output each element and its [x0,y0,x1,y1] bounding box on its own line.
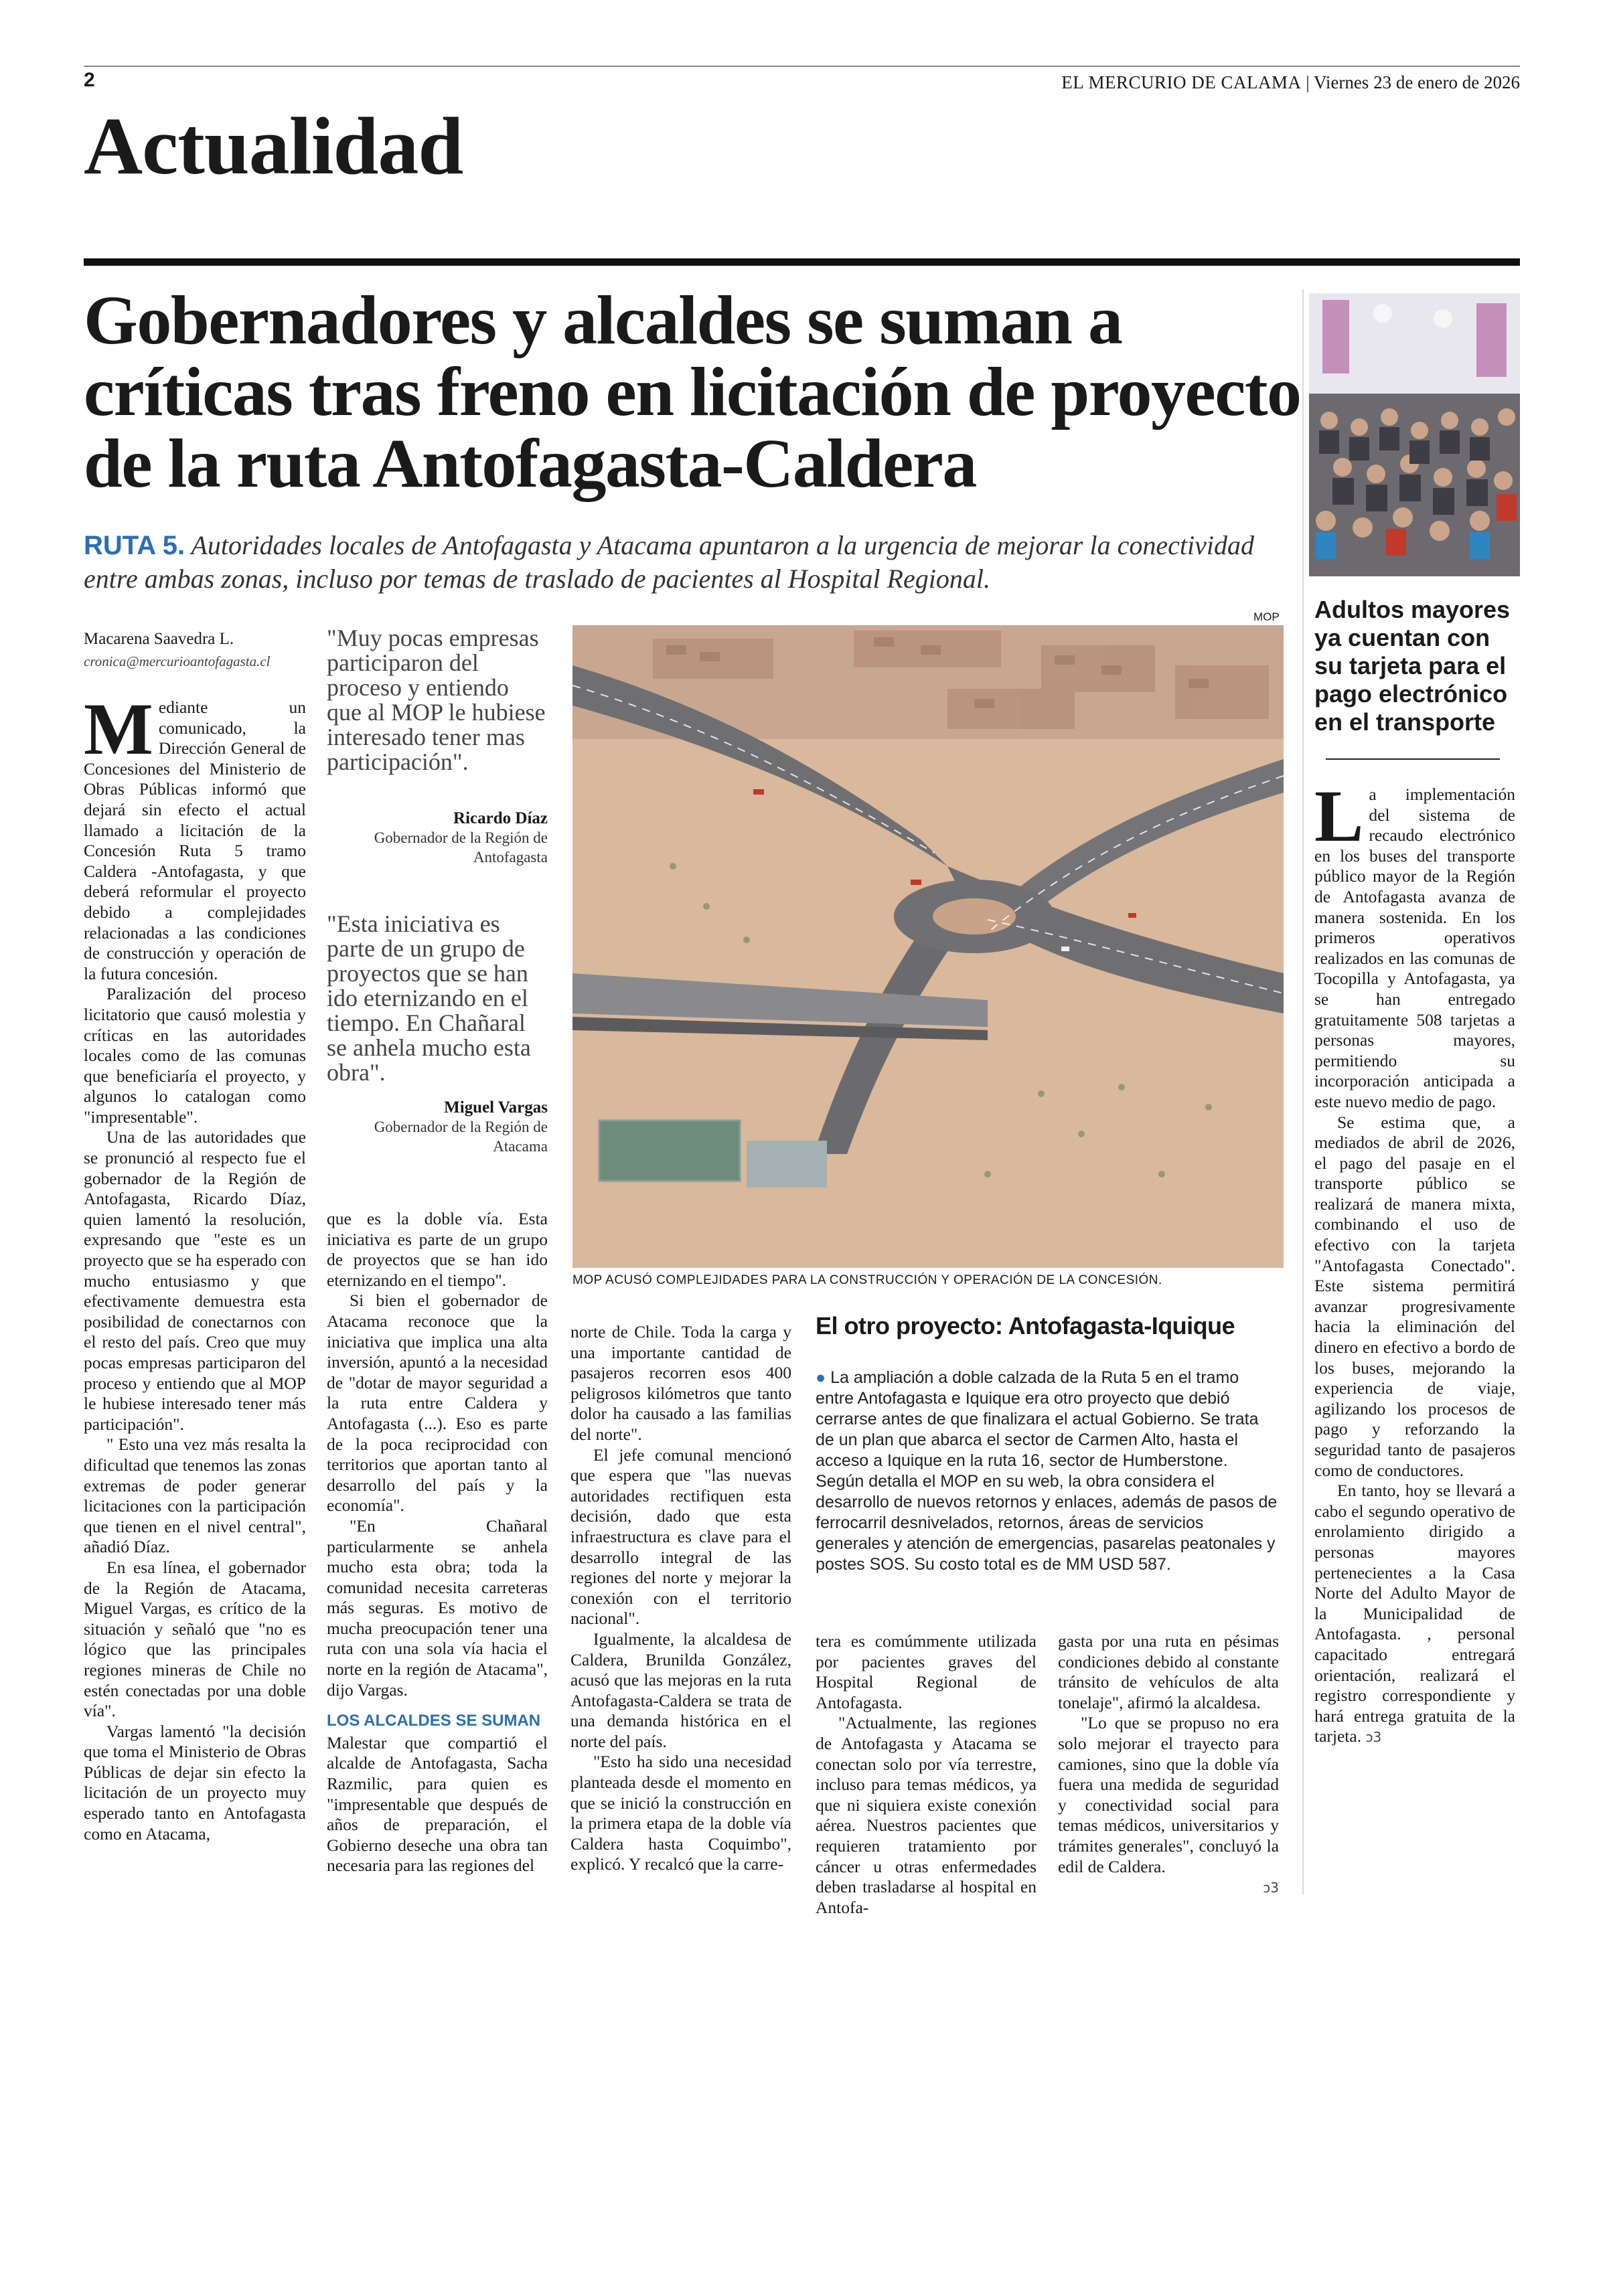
paragraph: El jefe comunal mencionó que espera que "las nuevas autoridades rectifiquen esta decisión, dado que esta infraestructura es clave para el desarrollo integral de las regiones del norte y mejorar la conexión con el territorio nacional". [570,1445,791,1629]
quote-name: Miguel Vargas [444,1098,548,1117]
highway-photo [572,625,1284,1268]
bullet-icon: ● [816,1368,826,1387]
paragraph: "Lo que se propuso no era solo mejorar el trayecto para camiones, sino que la doble vía fuera una medida de seguridad y conectividad social para temas médicos, universitarios y trámites generales", concluyó la edil de Caldera. [1058,1713,1279,1876]
seniors-photo [1309,293,1520,576]
headline: Gobernadores y alcaldes se suman a críticas tras freno en licitación de proyecto de la ruta Antofagasta-Caldera [84,282,1301,502]
quote-role: Gobernador de la Región de Antofagasta [374,829,548,866]
paragraph: Si bien el gobernador de Atacama reconoce que la iniciativa que implica una alta inversión, apuntó a la necesidad de "dotar de mayor seguridad a la ruta entre Caldera y Antofagasta (...). Eso es parte de la poca reciprocidad con territorios que aportan tanto al desarrollo del país y la economía". [327,1291,548,1515]
paragraph [1314,1481,1515,1748]
paragraph: que es la doble vía. Esta iniciativa es parte de un grupo de proyectos que se han ido eternizando en el tiempo". [327,1209,548,1290]
paragraph: Una de las autoridades que se pronunció al respecto fue el gobernador de la Región de Antofagasta, Ricardo Díaz, quien lamentó la resolución, expresando que "este es un proyecto que se ha esperado con mucho entusiasmo y que efectivamente demuestra esta posibilidad de conectarnos con el resto del país. Creo que muy pocas empresas participaron del proceso y entiendo que al MOP le hubiese interesado tener más participación". [84,1127,306,1434]
article-column-5 [1058,1631,1279,1898]
paragraph: norte de Chile. Toda la carga y una importante cantidad de pasajeros recorren esos 400 peligrosos kilómetros que tanto dolor ha causado a las familias del norte". [570,1322,791,1444]
box-body [816,1368,1279,1575]
lead-tag: RUTA 5. [84,531,185,560]
quote-role: Gobernador de la Región de Atacama [374,1119,548,1155]
paragraph: " Esto una vez más resalta la dificultad que tenemos las zonas extremas de poder generar licitaciones con la participación que tienen en el nivel central", añadió Díaz. [84,1434,306,1557]
paragraph: a implementación del sistema de recaudo electrónico en los buses del transporte público mayor de la Región de Antofagasta avanza de manera sostenida. En los primeros operativos realizados en las comunas de Tocopilla y Antofagasta, ya se han entregado gratuitamente 508 tarjetas a personas mayores, permitiendo su incorporación anticipada a este nuevo medio de pago. [1314,785,1515,1111]
photo-caption: MOP ACUSÓ COMPLEJIDADES PARA LA CONSTRUCCIÓN Y OPERACIÓN DE LA CONCESIÓN. [572,1273,1162,1287]
sidebar-column [1314,775,1515,1748]
paragraph: gasta por una ruta en pésimas condiciones debido al constante tránsito de vehículos de alta tonelaje", afirmó la alcaldesa. [1058,1631,1279,1712]
box-text: La ampliación a doble calzada de la Ruta 5 en el tramo entre Antofagasta e Iquique era otro proyecto que debió cerrarse antes de que finalizara el actual Gobierno. Se trata de un plan que abarca el sector de Carmen Alto, hasta el acceso a Iquique en la ruta 16, sector de Humberstone. Según detalla el MOP en su web, la obra considera el desarrollo de nuevos retornos y enlaces, además de pasos de ferrocarril desnivelados, retornos, áreas de servicios generales y atención de emergencias, pasarelas peatonales y postes SOS. Su costo total es de MM USD 587. [816,1368,1278,1574]
paragraph: Malestar que compartió el alcalde de Antofagasta, Sacha Razmilic, para quien es "impresentable que después de años de preparación, el Gobierno deseche una obra tan necesaria para las regiones del [327,1732,548,1876]
subhead: LOS ALCALDES SE SUMAN [327,1712,541,1730]
paragraph: Igualmente, la alcaldesa de Caldera, Brunilda González, acusó que las mejoras en la ruta Antofagasta-Caldera se trata de una demanda histórica en el norte del país. [570,1629,791,1751]
paragraph-text: En tanto, hoy se llevará a cabo el segundo operativo de enrolamiento dirigido a personas mayores pertenecientes a la Casa Norte del Adulto Mayor de la Municipalidad de Antofagasta. , personal capacitado entregará orientación, realizará el registro correspondiente y hará entrega gratuita de la tarjeta. [1314,1481,1515,1746]
pull-quote-1 [327,626,548,867]
section-rule [84,258,1520,266]
quote-name: Ricardo Díaz [453,809,548,827]
sidebar-divider [1302,289,1304,1894]
photo-credit: MOP [1253,610,1280,623]
lead-text: Autoridades locales de Antofagasta y Atacama apuntaron a la urgencia de mejorar la conectividad entre ambas zonas, incluso por temas de traslado de pacientes al Hospital Regional. [84,530,1254,594]
paragraph: Se estima que, a mediados de abril de 2026, el pago del pasaje en el transporte público se realizará de manera mixta, combinando el uso de efectivo con la tarjeta "Antofagasta Conectado". Este sistema permitirá avanzar progresivamente hacia la eliminación del dinero en efectivo a bordo de los buses, mejorando la experiencia de viaje, agilizando los procesos de pago y reforzando la seguridad tanto de pasajeros como de conductores. [1314,1112,1515,1480]
paragraph: tera es comúmmente utilizada por pacientes graves del Hospital Regional de Antofagasta. [816,1631,1037,1712]
article-column-4 [816,1631,1037,1918]
sidebar-drop-cap: L [1314,775,1364,857]
paragraph: Vargas lamentó "la decisión que toma el Ministerio de Obras Públicas de dejar sin efecto la licitación de un proyecto muy esperado tanto en Antofagasta como en Atacama, [84,1721,306,1843]
drop-cap: M [84,688,153,770]
paragraph: Paralización del proceso licitatorio que causó molestia y críticas en las autoridades locales como de las comunas que beneficiaría el proyecto, y algunos lo catalogan como "impresentable". [84,984,306,1127]
article-column-2 [327,1209,548,1876]
byline-email[interactable]: cronica@mercurioantofagasta.cl [84,653,271,669]
end-mark [1058,1877,1279,1898]
end-mark-icon: ↄ3 [1263,1880,1279,1896]
paragraph: ediante un comunicado, la Dirección General de Concesiones del Ministerio de Obras Públicas informó que dejará sin efecto el actual llamado a licitación de la Concesión Ruta 5 tramo Caldera -Antofagasta, y que deberá reformular el proyecto debido a complejidades relacionadas a las condiciones de construcción y operación de la futura concesión. [84,698,306,983]
paragraph: "Esto ha sido una necesidad planteada desde el momento en que se inició la construcción en la primera etapa de la doble vía Caldera hasta Coquimbo", explicó. Y recalcó que la carre- [570,1752,791,1874]
end-mark-icon: ↄ3 [1365,1729,1382,1746]
masthead: EL MERCURIO DE CALAMA | Viernes 23 de enero de 2026 [1061,72,1520,92]
article-column-3 [570,1322,791,1875]
pull-quote-2 [327,912,548,1156]
box-title: El otro proyecto: Antofagasta-Iquique [816,1312,1235,1339]
paper-name: EL MERCURIO DE CALAMA [1061,72,1302,92]
sidebar-title: Adultos mayores ya cuentan con su tarjeta para el pago electrónico en el transporte [1314,596,1511,736]
page-number: 2 [84,69,95,91]
sidebar-title-rule [1326,758,1500,760]
quote-text: "Muy pocas empresas participaron del proceso y entiendo que al MOP le hubiese interesado tener mas participación". [327,625,546,775]
lead [84,529,1282,596]
byline-author: Macarena Saavedra L. [84,630,234,648]
paragraph: En esa línea, el gobernador de la Región de Atacama, Miguel Vargas, es crítico de la situación y señaló que "no es lógico que las principales regiones mineras de Chile no estén conectadas por una doble vía". [84,1557,306,1721]
paragraph: "Actualmente, las regiones de Antofagasta y Atacama se conectan solo por vía terrestre, incluso para temas médicos, ya que ni siquiera existe conexión aérea. Nuestros pacientes que requieren tratamiento por cáncer u otras enfermedades deben trasladarse al hospital en Antofa- [816,1713,1037,1917]
issue-date: Viernes 23 de enero de 2026 [1313,72,1520,92]
paragraph: "En Chañaral particularmente se anhela mucho esta obra; toda la comunidad necesita carreteras más seguras. Es motivo de mucha preocupación tener una ruta con una sola vía hacia el norte en la región de Atacama", dijo Vargas. [327,1515,548,1700]
article-column-1 [84,688,306,1844]
quote-text: "Esta iniciativa es parte de un grupo de proyectos que se han ido eternizando en el tiempo. En Chañaral se anhela mucho esta obra". [327,910,531,1086]
section-title: Actualidad [84,101,463,191]
top-rule [84,66,1520,67]
